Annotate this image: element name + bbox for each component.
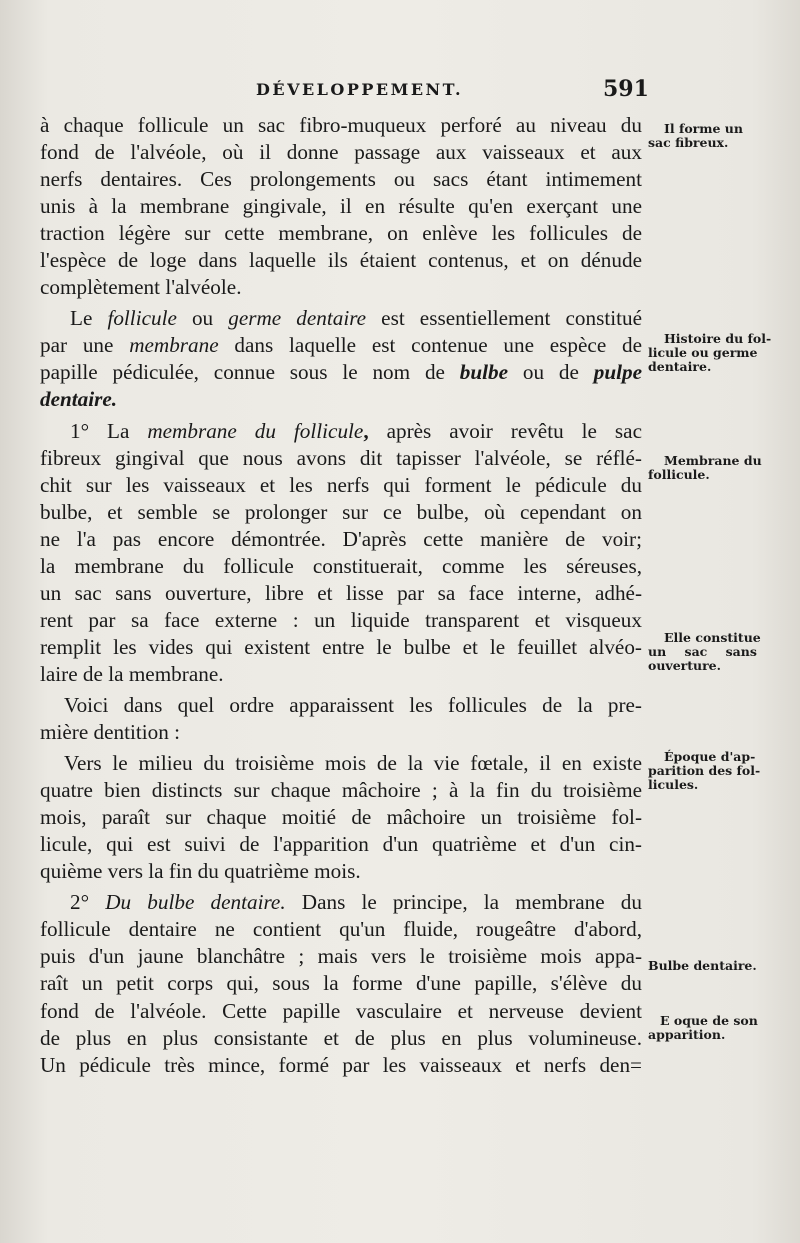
text-line: mière dentition : xyxy=(40,720,181,745)
sidenote-line: apparition. xyxy=(648,1027,726,1042)
sidenote-epoque-apparition xyxy=(648,750,794,792)
text-line: papille pédiculée, connue sous le nom de bulbe ou de pulpe xyxy=(40,360,642,385)
text-line: Un pédicule très mince, formé par les vaisseaux et nerfs den= xyxy=(40,1052,642,1077)
text-line: unis à la membrane gingivale, il en résulte qu'en exerçant une xyxy=(40,194,642,219)
sidenote-line: Elle constitue xyxy=(664,630,761,645)
sidenote-line: Époque d'ap- xyxy=(664,749,756,764)
text-line: mois, paraît sur chaque moitié de mâchoire un troisième fol- xyxy=(40,805,642,830)
text-line: raît un petit corps qui, sous la forme d'une papille, s'élève du xyxy=(40,971,642,996)
text-line: ne l'a pas encore démontrée. D'après cette manière de voir; xyxy=(40,526,642,551)
text-line: licule, qui est suivi de l'apparition d'un quatrième et d'un cin- xyxy=(40,832,642,857)
text-line: de plus en plus consistante et de plus en plus volumineuse. xyxy=(40,1025,642,1050)
text-line: complètement l'alvéole. xyxy=(40,275,242,300)
main-text xyxy=(40,112,642,1079)
text-line: nerfs dentaires. Ces prolongements ou sacs étant intimement xyxy=(40,167,642,192)
text-line: la membrane du follicule constituerait, comme les séreuses, xyxy=(40,553,642,578)
page-number: 591 xyxy=(603,76,649,102)
sidenote-line: follicule. xyxy=(648,467,710,482)
sidenote-line: Histoire du fol- xyxy=(664,331,772,346)
text-line: puis d'un jaune blanchâtre ; mais vers le troisième mois appa- xyxy=(40,944,642,969)
text-line: laire de la membrane. xyxy=(40,661,224,686)
sidenote-epoque-bulbe xyxy=(648,1014,794,1042)
text-line: Le follicule ou germe dentaire est essentiellement constitué xyxy=(70,306,642,331)
text-line: 1° La membrane du follicule, après avoir revêtu le sac xyxy=(70,418,642,443)
sidenote-line: Bulbe dentaire. xyxy=(648,958,757,973)
sidenote-line: licules. xyxy=(648,777,699,792)
sidenote-line: dentaire. xyxy=(648,359,712,374)
sidenote-bulbe-dentaire xyxy=(648,959,794,973)
text-line: Voici dans quel ordre apparaissent les follicules de la pre- xyxy=(64,692,642,717)
text-line: par une membrane dans laquelle est contenue une espèce de xyxy=(40,333,642,358)
paragraph-5 xyxy=(40,750,642,885)
sidenote-membrane-follicule xyxy=(648,454,794,482)
paragraph-2 xyxy=(40,305,642,413)
text-line: chit sur les vaisseaux et les nerfs qui forment le pédicule du xyxy=(40,472,642,497)
sidenote-line: ouverture. xyxy=(648,658,721,673)
page-header xyxy=(0,76,800,110)
text-line: quième vers la fin du quatrième mois. xyxy=(40,859,361,884)
sidenote-line: Il forme un xyxy=(664,121,743,136)
sidenote-line: Membrane du xyxy=(664,453,762,468)
text-line: follicule dentaire ne contient qu'un fluide, rougeâtre d'abord, xyxy=(40,917,642,942)
text-line: dentaire. xyxy=(40,387,118,412)
paragraph-1 xyxy=(40,112,642,301)
text-line: rent par sa face externe : un liquide transparent et visqueux xyxy=(40,607,642,632)
paragraph-3 xyxy=(40,418,642,688)
sidenote-line: un sac sans xyxy=(648,644,757,659)
text-line: bulbe, et semble se prolonger sur ce bulbe, où cependant on xyxy=(40,499,642,524)
sidenote-line: E oque de son xyxy=(660,1013,758,1028)
text-line: Vers le milieu du troisième mois de la vie fœtale, il en existe xyxy=(64,751,642,776)
sidenote-sac-sans-ouverture xyxy=(648,631,794,673)
text-line: fond de l'alvéole, où il donne passage aux vaisseaux et aux xyxy=(40,140,642,165)
paragraph-4 xyxy=(40,692,642,746)
text-line: un sac sans ouverture, libre et lisse par sa face interne, adhé- xyxy=(40,580,642,605)
text-line: quatre bien distincts sur chaque mâchoire ; à la fin du troisième xyxy=(40,778,642,803)
text-line: fibreux gingival que nous avons dit tapisser l'alvéole, se réflé- xyxy=(40,445,642,470)
paragraph-6 xyxy=(40,889,642,1078)
sidenote-histoire-follicule xyxy=(648,332,794,374)
text-line: l'espèce de loge dans laquelle ils étaient contenus, et on dénude xyxy=(40,248,642,273)
sidenote-line: sac fibreux. xyxy=(648,135,729,150)
text-line: à chaque follicule un sac fibro-muqueux perforé au niveau du xyxy=(40,113,642,137)
running-title: DÉVELOPPEMENT. xyxy=(256,80,464,99)
text-line: remplit les vides qui existent entre le bulbe et le feuillet alvéo- xyxy=(40,634,642,659)
text-line: fond de l'alvéole. Cette papille vasculaire et nerveuse devient xyxy=(40,998,642,1023)
sidenote-line: licule ou germe xyxy=(648,345,758,360)
text-line: traction légère sur cette membrane, on enlève les follicules de xyxy=(40,221,642,246)
sidenote-line: parition des fol- xyxy=(648,763,761,778)
sidenote-sac-fibreux xyxy=(648,122,794,150)
text-line: 2° Du bulbe dentaire. Dans le principe, la membrane du xyxy=(70,890,642,915)
